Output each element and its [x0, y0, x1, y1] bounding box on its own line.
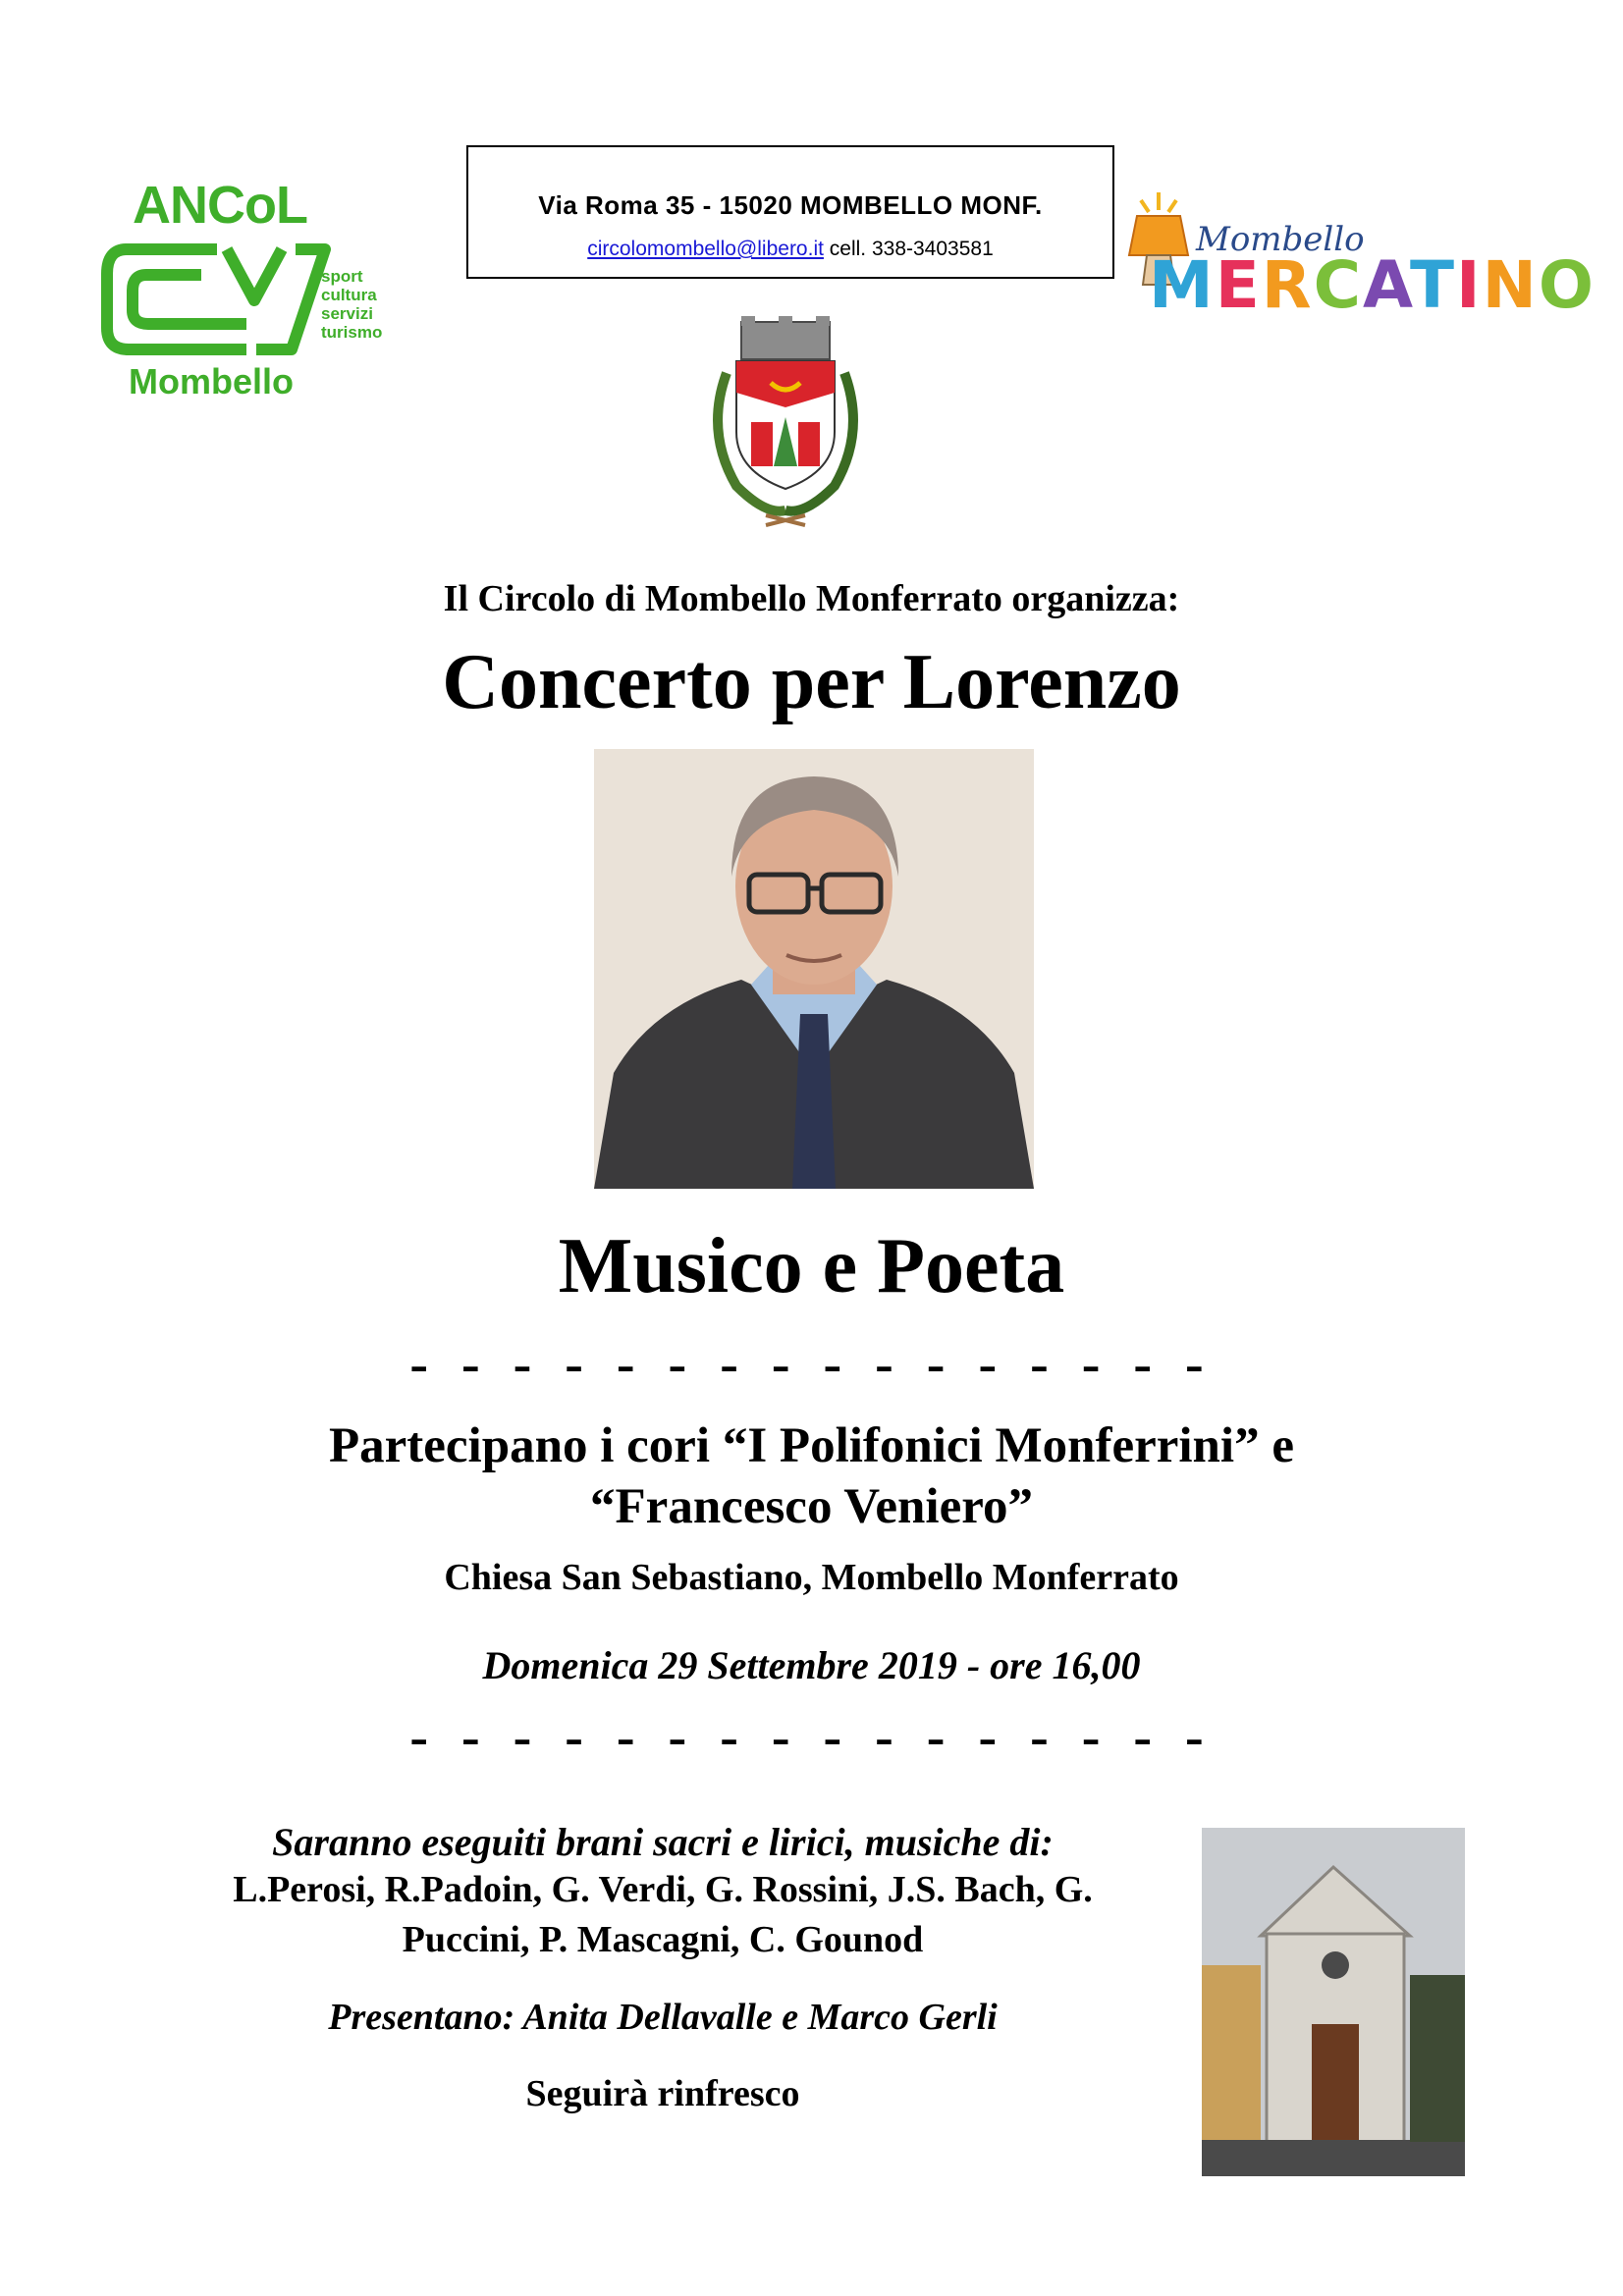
municipal-crest-icon	[697, 314, 874, 535]
choirs-line: Partecipano i cori “I Polifonici Monferrini” e	[329, 1418, 1294, 1473]
choirs-line: “Francesco Veniero”	[590, 1479, 1033, 1534]
mercatino-letter: R	[1261, 247, 1314, 323]
ancol-logo-title: ANCoL	[133, 176, 307, 235]
mercatino-letters	[1149, 247, 1596, 323]
church-photo	[1202, 1828, 1465, 2176]
separator-dashes: - - - - - - - - - - - - - - - -	[409, 1334, 1214, 1395]
ancol-tag: servizi	[321, 304, 373, 323]
composers-list	[147, 1865, 1178, 1965]
refreshment-note: Seguirà rinfresco	[525, 2073, 800, 2114]
ancol-tags	[321, 267, 382, 342]
event-title: Concerto per Lorenzo	[442, 639, 1181, 725]
ancol-tag: cultura	[321, 286, 377, 304]
portrait-photo	[594, 749, 1034, 1189]
event-venue: Chiesa San Sebastiano, Mombello Monferrato	[444, 1557, 1179, 1598]
phone-number: cell. 338-3403581	[829, 238, 994, 260]
mercatino-letter: N	[1482, 247, 1539, 323]
event-intro: Il Circolo di Mombello Monferrato organizza:	[443, 578, 1180, 619]
ancol-emblem-icon	[99, 240, 335, 357]
ancol-logo-town: Mombello	[129, 361, 294, 401]
ancol-tag: sport	[321, 267, 363, 286]
composers-line: Puccini, P. Mascagni, C. Gounod	[402, 1919, 924, 1960]
mercatino-letter: O	[1538, 247, 1596, 323]
email-link[interactable]: circolomombello@libero.it	[587, 238, 824, 260]
composers-line: L.Perosi, R.Padoin, G. Verdi, G. Rossini, J.S. Bach, G.	[233, 1869, 1093, 1910]
program-heading: Saranno eseguiti brani sacri e lirici, musiche di:	[272, 1820, 1054, 1864]
mercatino-logo	[1119, 187, 1596, 358]
event-subtitle: Musico e Poeta	[558, 1223, 1065, 1309]
choirs-text	[0, 1415, 1623, 1537]
mercatino-letter: E	[1215, 247, 1262, 323]
address-box	[466, 145, 1114, 279]
separator-dashes: - - - - - - - - - - - - - - - -	[409, 1707, 1214, 1768]
event-date: Domenica 29 Settembre 2019 - ore 16,00	[482, 1643, 1141, 1687]
ancol-tag: turismo	[321, 323, 383, 342]
mercatino-letter: I	[1456, 247, 1483, 323]
mercatino-word	[1149, 247, 1596, 323]
contact-line	[468, 238, 1112, 261]
presenters: Presentano: Anita Dellavalle e Marco Gerli	[328, 1997, 998, 2038]
ancol-logo	[93, 167, 398, 412]
mercatino-letter: C	[1313, 247, 1364, 323]
mercatino-script: Mombello	[1196, 220, 1365, 259]
mercatino-letter: A	[1363, 247, 1411, 323]
mercatino-letter: T	[1410, 247, 1457, 323]
mercatino-letter: M	[1149, 247, 1216, 323]
address-line: Via Roma 35 - 15020 MOMBELLO MONF.	[538, 190, 1043, 220]
